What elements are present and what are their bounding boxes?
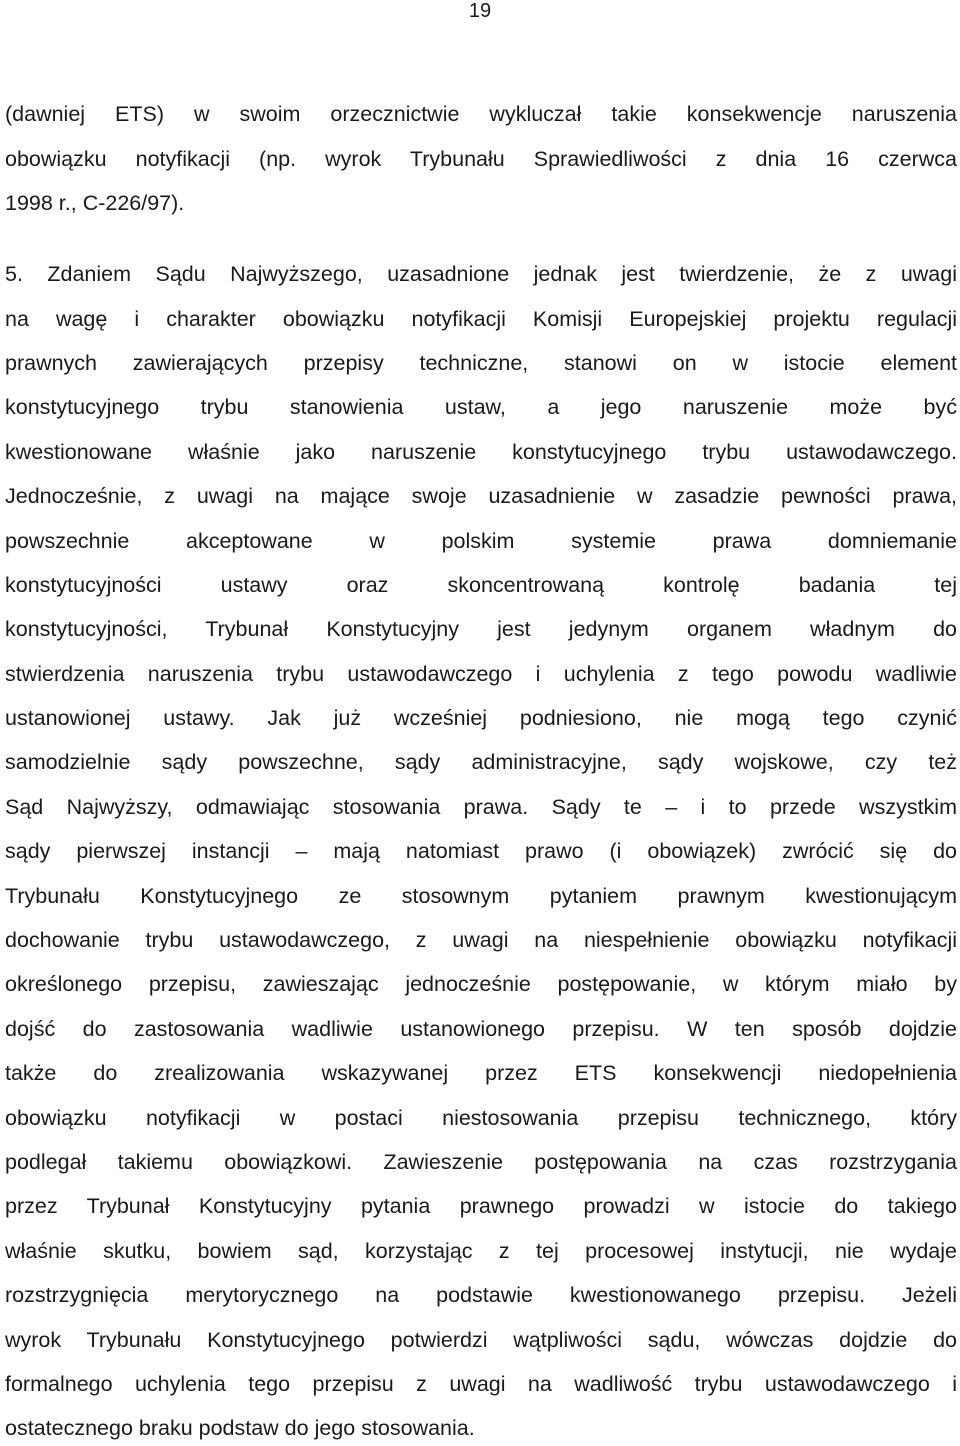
paragraph-line: 5. Zdaniem Sądu Najwyższego, uzasadnione jednak jest twierdzenie, że z uwagi xyxy=(5,262,957,286)
paragraph-line: Sąd Najwyższy, odmawiając stosowania prawa. Sądy te – i to przede wszystkim xyxy=(5,795,957,819)
paragraph-line: konstytucyjnego trybu stanowienia ustaw, a jego naruszenie może być xyxy=(5,395,957,419)
paragraph-line: dojść do zastosowania wadliwie ustanowionego przepisu. W ten sposób dojdzie xyxy=(5,1017,957,1041)
paragraph-line: powszechnie akceptowane w polskim systemie prawa domniemanie xyxy=(5,529,957,553)
paragraph-line: Trybunału Konstytucyjnego ze stosownym pytaniem prawnym kwestionującym xyxy=(5,884,957,908)
paragraph-line: podlegał takiemu obowiązkowi. Zawieszenie postępowania na czas rozstrzygania xyxy=(5,1150,957,1174)
paragraph-line: właśnie skutku, bowiem sąd, korzystając z tej procesowej instytucji, nie wydaje xyxy=(5,1239,957,1263)
page-number: 19 xyxy=(468,0,492,22)
paragraph-line: określonego przepisu, zawieszając jednocześnie postępowanie, w którym miało by xyxy=(5,972,957,996)
paragraph-line: na wagę i charakter obowiązku notyfikacji Komisji Europejskiej projektu regulacji xyxy=(5,307,957,331)
paragraph-line: stwierdzenia naruszenia trybu ustawodawczego i uchylenia z tego powodu wadliwie xyxy=(5,662,957,686)
paragraph-line: ustanowionej ustawy. Jak już wcześniej podniesiono, nie mogą tego czynić xyxy=(5,706,957,730)
paragraph-line: kwestionowane właśnie jako naruszenie konstytucyjnego trybu ustawodawczego. xyxy=(5,440,957,464)
paragraph-line: dochowanie trybu ustawodawczego, z uwagi na niespełnienie obowiązku notyfikacji xyxy=(5,928,957,952)
paragraph-line: rozstrzygnięcia merytorycznego na podstawie kwestionowanego przepisu. Jeżeli xyxy=(5,1283,957,1307)
paragraph-line: ostatecznego braku podstaw do jego stosowania. xyxy=(5,1416,475,1440)
paragraph-line: formalnego uchylenia tego przepisu z uwagi na wadliwość trybu ustawodawczego i xyxy=(5,1372,957,1396)
paragraph-line: (dawniej ETS) w swoim orzecznictwie wykluczał takie konsekwencje naruszenia xyxy=(5,102,957,126)
paragraph-line: 1998 r., C-226/97). xyxy=(5,191,185,215)
paragraph-line: także do zrealizowania wskazywanej przez ETS konsekwencji niedopełnienia xyxy=(5,1061,957,1085)
paragraph-line: wyrok Trybunału Konstytucyjnego potwierdzi wątpliwości sądu, wówczas dojdzie do xyxy=(5,1328,957,1352)
paragraph-line: samodzielnie sądy powszechne, sądy administracyjne, sądy wojskowe, czy też xyxy=(5,750,957,774)
paragraph-line: konstytucyjności ustawy oraz skoncentrowaną kontrolę badania tej xyxy=(5,573,957,597)
paragraph-line: sądy pierwszej instancji – mają natomiast prawo (i obowiązek) zwrócić się do xyxy=(5,839,957,863)
paragraph-line: przez Trybunał Konstytucyjny pytania prawnego prowadzi w istocie do takiego xyxy=(5,1194,957,1218)
paragraph-line: obowiązku notyfikacji w postaci niestosowania przepisu technicznego, który xyxy=(5,1106,957,1130)
paragraph-line: konstytucyjności, Trybunał Konstytucyjny jest jedynym organem władnym do xyxy=(5,617,957,641)
paragraph-line: prawnych zawierających przepisy techniczne, stanowi on w istocie element xyxy=(5,351,957,375)
paragraph-line: obowiązku notyfikacji (np. wyrok Trybunału Sprawiedliwości z dnia 16 czerwca xyxy=(5,147,957,171)
paragraph-line: Jednocześnie, z uwagi na mające swoje uzasadnienie w zasadzie pewności prawa, xyxy=(5,484,957,508)
